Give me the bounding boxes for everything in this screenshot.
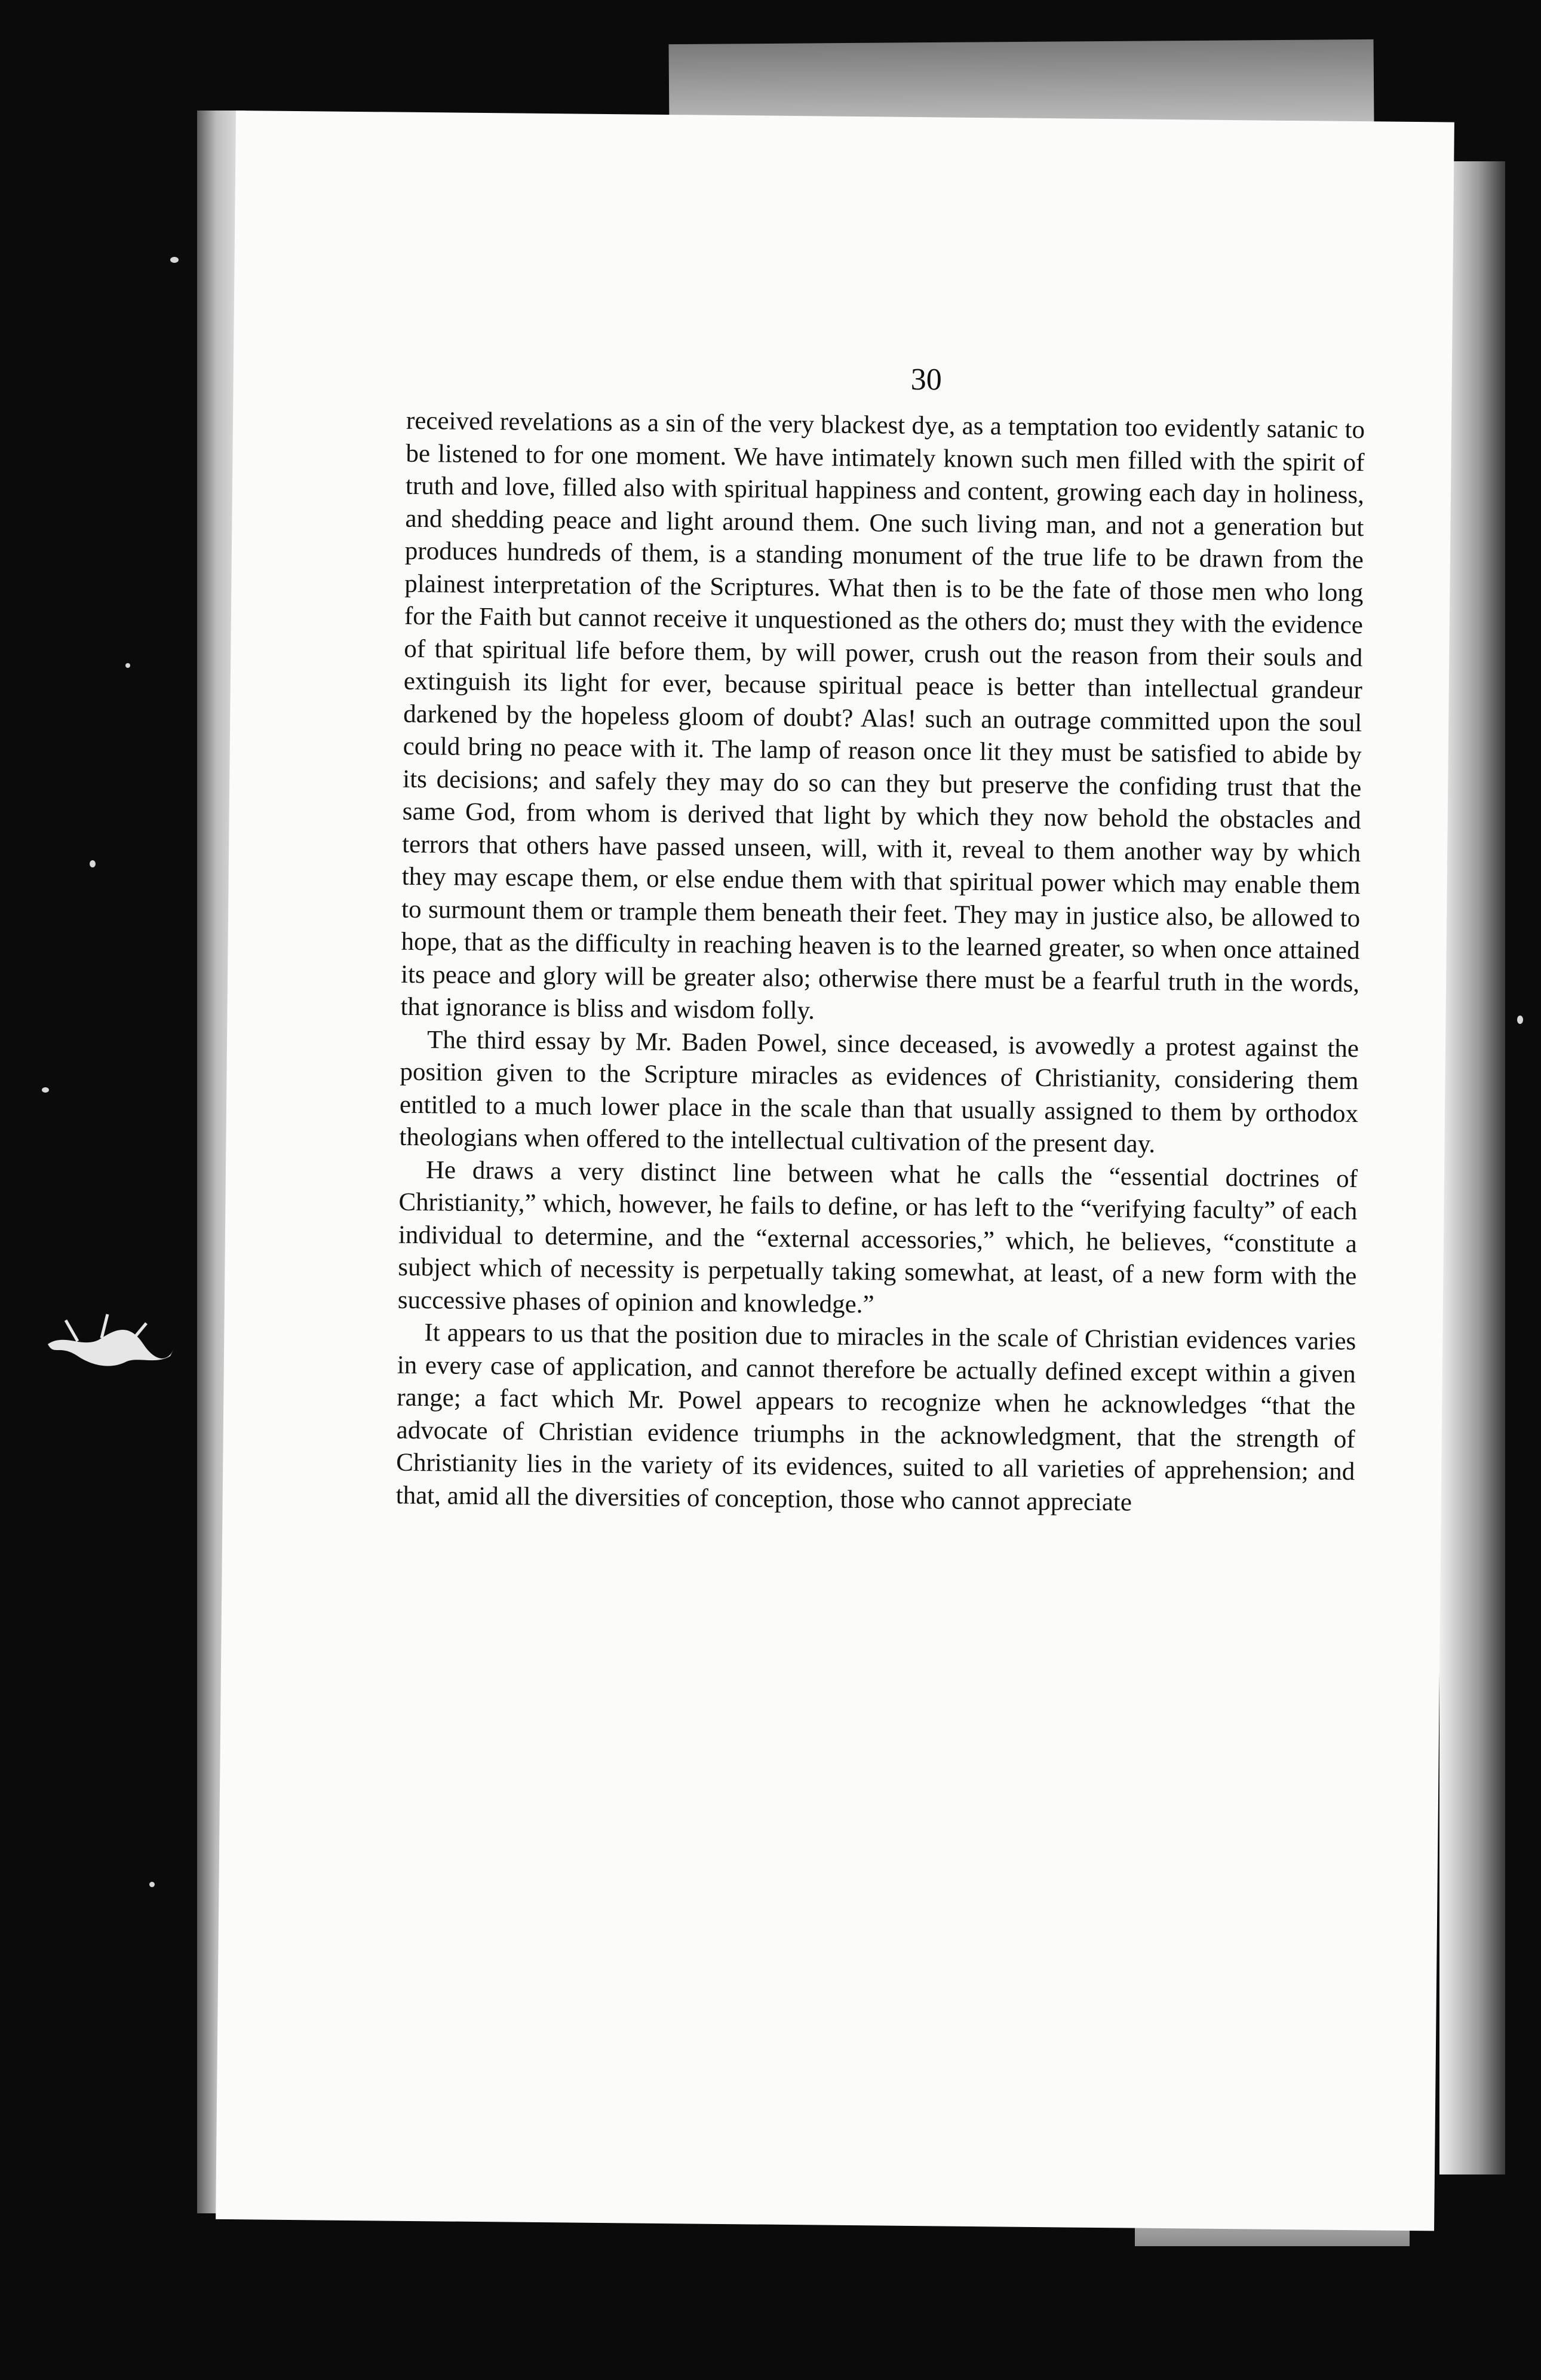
- dust-speck: [42, 1087, 49, 1093]
- page-number: 30: [910, 362, 943, 397]
- back-page-top-edge: [669, 39, 1374, 128]
- dust-speck: [125, 663, 130, 668]
- dust-speck: [90, 860, 96, 867]
- paragraph: received revelations as a sin of the very blackest dye, as a temptation too evidently satanic to be listened to for one moment. We have intimately known such men filled with the spirit of truth and love, filled also with spiritual happiness and content, growing each day in holiness, and shedding peace and light around them. One such living man, and not a generation but produces hundreds of them, is a standing monument of the true life to be drawn from the plainest interpretation of the Scriptures. What then is to be the fate of those men who long for the Faith but cannot receive it unquestioned as the others do; must they with the evidence of that spiritual life before them, by will power, crush out the reason from their souls and extinguish its light for ever, because spiritual peace is better than intellectual grandeur darkened by the hopeless gloom of doubt? Alas! such an outrage committed upon the soul could bring no peace with it. The lamp of reason once lit they must be satisfied to abide by its decisions; and safely they may do so can they but preserve the confiding trust that the same God, from whom is derived that light by which they now behold the obstacles and terrors that others have passed unseen, will, with it, reveal to them another way by which they may escape them, or else endue them with that spiritual power which may enable them to surmount them or trample them beneath their feet. They may in justice also, be allowed to hope, that as the difficulty in reaching heaven is to the learned greater, so when once attained its peace and glory will be greater also; otherwise there must be a fearful truth in the words, that ignorance is bliss and wisdom folly.: [400, 406, 1365, 1025]
- paragraph: The third essay by Mr. Baden Powel, since deceased, is avowedly a protest against the position given to the Scripture miracles as evidences of Christianity, considering them entitled to a much lower place in the scale than that usually assigned to them by orthodox theologians when offered to the intellectual cultivation of the present day.: [399, 1025, 1359, 1158]
- book-page: [216, 111, 1454, 2231]
- dust-speck: [149, 1882, 155, 1887]
- scan-smudge: [42, 1308, 179, 1380]
- page-body-text: [395, 405, 1365, 1521]
- paragraph: It appears to us that the position due to miracles in the scale of Christian evidences varies in every case of application, and cannot therefore be actually defined except within a given range; a fact which Mr. Powel appears to recognize when he acknowledges “that the advocate of Christian evidence triumphs in the acknowledgment, that the strength of Christianity lies in the variety of its evidences, suited to all varieties of apprehension; and that, amid all the diversities of conception, those who cannot appreciate: [395, 1318, 1356, 1517]
- dust-speck: [1517, 1016, 1523, 1024]
- paragraph: He draws a very distinct line between what he calls the “essential doctrines of Christianity,” which, however, he fails to define, or has left to the “verifying faculty” of each individual to determine, and the “external accessories,” which, he believes, “constitute a subject which of necessity is perpetually taking somewhat, at least, of a new form with the successive phases of opinion and knowledge.”: [397, 1155, 1358, 1318]
- dust-speck: [170, 257, 179, 263]
